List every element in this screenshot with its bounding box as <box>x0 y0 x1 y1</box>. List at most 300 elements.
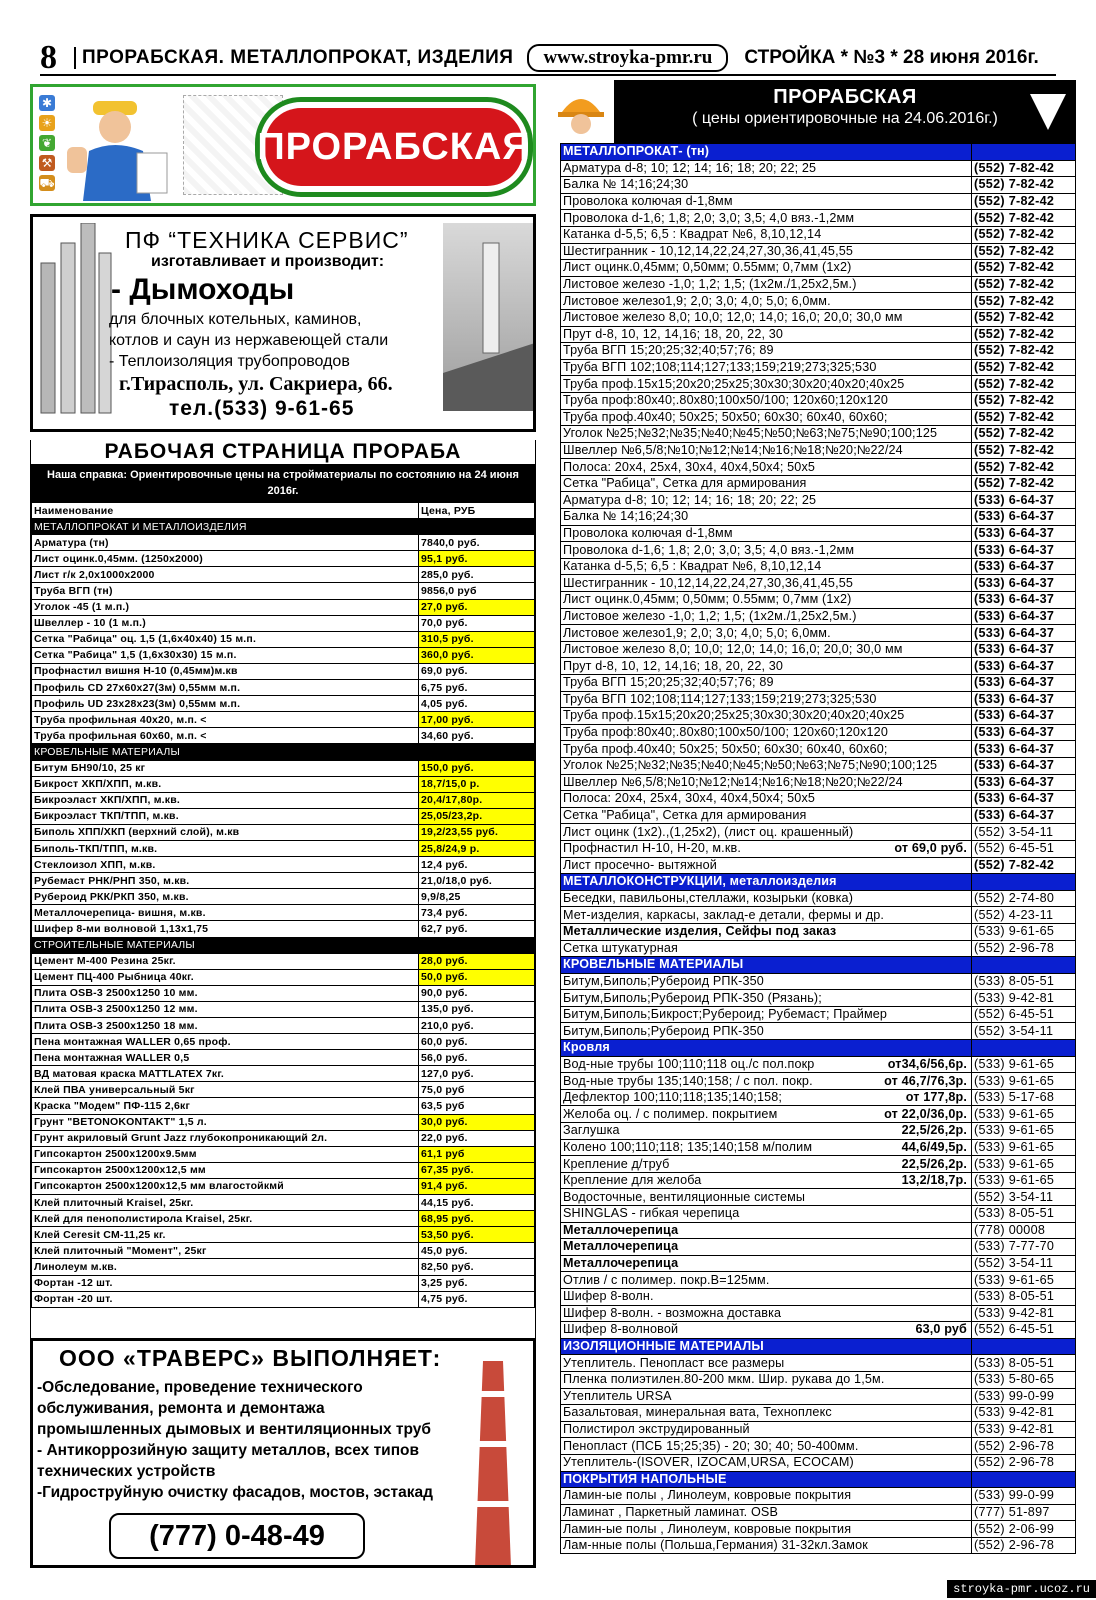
table-row <box>32 921 535 937</box>
listing-name <box>561 807 972 824</box>
item-name: Биполь ХПП/ХКП (верхний слой), м.кв <box>32 824 419 840</box>
listing-phone[interactable]: (552) 7-82-42 <box>972 857 1076 874</box>
work-page-panel <box>30 440 536 1338</box>
listing-phone[interactable]: (533) 9-42-81 <box>972 1421 1076 1438</box>
listing-text: Балка № 14;16;24;30 <box>563 509 689 524</box>
listing-row <box>561 824 1076 841</box>
listing-name <box>561 1537 972 1554</box>
listing-phone[interactable]: (552) 7-82-42 <box>972 210 1076 227</box>
listing-phone[interactable]: (533) 6-64-37 <box>972 757 1076 774</box>
listing-text: Водосточные, вентиляционные системы <box>563 1189 806 1204</box>
listing-row <box>561 1206 1076 1223</box>
item-name: Грунт "BETONOKONTAKT" 1,5 л. <box>32 1114 419 1130</box>
listing-row <box>561 641 1076 658</box>
item-name: Пена монтажная WALLER 0,65 проф. <box>32 1034 419 1050</box>
listing-phone[interactable]: (552) 7-82-42 <box>972 392 1076 409</box>
cart-icon: ⛟ <box>39 176 55 190</box>
table-row <box>32 1211 535 1227</box>
listing-phone[interactable]: (533) 6-64-37 <box>972 542 1076 559</box>
category-label: СТРОИТЕЛЬНЫЕ МАТЕРИАЛЫ <box>32 937 535 953</box>
listing-phone[interactable]: (552) 2-96-78 <box>972 940 1076 957</box>
listing-price: 22,5/26,2р. <box>901 1156 967 1171</box>
listing-phone[interactable]: (533) 6-64-37 <box>972 807 1076 824</box>
listing-phone[interactable]: (533) 9-61-65 <box>972 1172 1076 1189</box>
listing-name <box>561 675 972 692</box>
listing-name <box>561 857 972 874</box>
listing-row <box>561 1405 1076 1422</box>
listing-text: Пенопласт (ПСБ 15;25;35) - 20; 30; 40; 50-400мм. <box>563 1438 859 1453</box>
listing-price: 13,2/18,7р. <box>901 1173 967 1188</box>
item-price: 9856,0 руб <box>419 583 535 599</box>
listing-text: Труба ВГП 102;108;114;127;133;159;219;273;325;530 <box>563 691 877 706</box>
listing-text: Лист просечно- вытяжной <box>563 857 717 872</box>
listing-text: Лист оцинк.0,45мм; 0,50мм; 0.55мм; 0,7мм (1х2) <box>563 260 852 275</box>
listing-row <box>561 1488 1076 1505</box>
listing-name <box>561 625 972 642</box>
listing-row <box>561 658 1076 675</box>
listing-name <box>561 1272 972 1289</box>
item-name: Арматура (тн) <box>32 535 419 551</box>
listing-name <box>561 1421 972 1438</box>
listing-phone[interactable]: (552) 3-54-11 <box>972 1255 1076 1272</box>
listing-text: Битум,Биполь;Рубероид РПК-350 <box>563 973 764 988</box>
listing-text: Арматура d-8; 10; 12; 14; 16; 18; 20; 22; 25 <box>563 492 817 507</box>
listing-phone[interactable]: (533) 8-05-51 <box>972 1355 1076 1372</box>
listing-name <box>561 1006 972 1023</box>
listing-name <box>561 1405 972 1422</box>
listing-text: Пленка полиэтилен.80-200 мкм. Шир. рукава до 1,5м. <box>563 1372 885 1387</box>
category-row <box>32 744 535 760</box>
listing-phone[interactable]: (552) 4-23-11 <box>972 907 1076 924</box>
listing-phone[interactable]: (533) 9-61-65 <box>972 1073 1076 1090</box>
listing-phone[interactable]: (533) 6-64-37 <box>972 608 1076 625</box>
prorabskaya-banner <box>30 84 536 206</box>
item-name: Стеклоизол ХПП, м.кв. <box>32 857 419 873</box>
listing-phone[interactable]: (552) 7-82-42 <box>972 475 1076 492</box>
listing-phone[interactable]: (533) 6-64-37 <box>972 691 1076 708</box>
listing-text: Утеплитель. Пенопласт все размеры <box>563 1355 785 1370</box>
listing-name <box>561 558 972 575</box>
table-row <box>32 1275 535 1291</box>
listing-name <box>561 1255 972 1272</box>
item-price: 50,0 руб. <box>419 969 535 985</box>
table-row <box>32 1018 535 1034</box>
item-name: Клей ПВА универсальный 5кг <box>32 1082 419 1098</box>
listing-text: Проволока колючая d-1,8мм <box>563 525 733 540</box>
listing-phone[interactable]: (533) 6-64-37 <box>972 558 1076 575</box>
table-row <box>32 1130 535 1146</box>
listing-phone[interactable]: (533) 6-64-37 <box>972 658 1076 675</box>
listing-name <box>561 824 972 841</box>
item-price: 4,75 руб. <box>419 1291 535 1307</box>
listing-phone[interactable]: (533) 6-64-37 <box>972 592 1076 609</box>
listing-row <box>561 940 1076 957</box>
item-price: 135,0 руб. <box>419 1001 535 1017</box>
footer-url[interactable]: stroyka-pmr.ucoz.ru <box>947 1580 1096 1598</box>
item-price: 21,0/18,0 руб. <box>419 873 535 889</box>
listing-phone[interactable]: (533) 8-05-51 <box>972 1288 1076 1305</box>
builder-helmet-icon <box>556 86 606 138</box>
item-name: Рубемаст РНК/РНП 350, м.кв. <box>32 873 419 889</box>
listing-name <box>561 210 972 227</box>
item-name: Сетка "Рабица" 1,5 (1,6х30х30) 15 м.п. <box>32 647 419 663</box>
listing-text: Битум,Биполь;Бикрост;Рубероид; Рубемаст; Праймер <box>563 1007 888 1022</box>
item-name: Профнастил вишня Н-10 (0,45мм)м.кв <box>32 663 419 679</box>
listing-phone[interactable]: (533) 9-61-65 <box>972 1056 1076 1073</box>
item-name: Клей плиточный "Момент", 25кг <box>32 1243 419 1259</box>
listing-phone[interactable]: (552) 3-54-11 <box>972 1189 1076 1206</box>
page-header <box>40 39 1056 76</box>
listing-text: Металлочерепица <box>563 1239 679 1254</box>
listing-phone[interactable]: (533) 9-42-81 <box>972 1305 1076 1322</box>
listing-name <box>561 1504 972 1521</box>
right-header <box>556 80 1076 143</box>
listing-phone[interactable]: (552) 7-82-42 <box>972 343 1076 360</box>
listing-phone[interactable]: (552) 6-45-51 <box>972 1322 1076 1339</box>
item-name: Клей для пенополистирола Kraisel, 25кг. <box>32 1211 419 1227</box>
listing-phone[interactable]: (533) 9-42-81 <box>972 1405 1076 1422</box>
listing-phone[interactable]: (552) 7-82-42 <box>972 409 1076 426</box>
listing-row <box>561 1172 1076 1189</box>
listing-text: Металлочерепица <box>563 1256 679 1271</box>
listing-phone[interactable]: (533) 6-64-37 <box>972 575 1076 592</box>
listing-name <box>561 1156 972 1173</box>
listing-text: Лам-нные полы (Польша,Германия) 31-32кл.Замок <box>563 1538 868 1553</box>
table-row <box>32 776 535 792</box>
listing-row <box>561 226 1076 243</box>
listing-name <box>561 1355 972 1372</box>
service-line: -Обследование, проведение технического обслуживания, ремонта и демонтажа промышленных дымовых и вентиляционных труб <box>37 1379 431 1438</box>
item-price: 4,05 руб. <box>419 696 535 712</box>
price-table <box>31 502 535 1308</box>
listing-phone[interactable]: (552) 2-74-80 <box>972 890 1076 907</box>
listing-phone[interactable]: (533) 6-64-37 <box>972 774 1076 791</box>
listing-price: 44,6/49,5р. <box>901 1139 967 1154</box>
listing-phone[interactable]: (533) 6-64-37 <box>972 724 1076 741</box>
section-title: ПРОРАБСКАЯ. МЕТАЛЛОПРОКАТ, ИЗДЕЛИЯ <box>74 47 513 69</box>
table-row <box>32 1195 535 1211</box>
company-address: г.Тирасполь, ул. Сакриера, 66. <box>119 373 393 395</box>
listing-row <box>561 708 1076 725</box>
listing-phone[interactable]: (552) 7-82-42 <box>972 309 1076 326</box>
table-row <box>32 567 535 583</box>
table-row <box>32 1162 535 1178</box>
listing-phone[interactable]: (533) 8-05-51 <box>972 1206 1076 1223</box>
listing-text: Балка № 14;16;24;30 <box>563 177 689 192</box>
listing-phone[interactable]: (533) 6-64-37 <box>972 791 1076 808</box>
table-row <box>32 1291 535 1307</box>
table-row <box>32 712 535 728</box>
listing-phone[interactable]: (533) 9-42-81 <box>972 990 1076 1007</box>
listing-name <box>561 525 972 542</box>
listing-row <box>561 1156 1076 1173</box>
listing-name <box>561 1438 972 1455</box>
listing-name <box>561 592 972 609</box>
listing-text: Труба ВГП 102;108;114;127;133;159;219;273;325;530 <box>563 360 877 375</box>
table-row <box>32 1259 535 1275</box>
listing-phone[interactable]: (533) 9-61-65 <box>972 1139 1076 1156</box>
item-price: 45,0 руб. <box>419 1243 535 1259</box>
listing-phone[interactable]: (552) 7-82-42 <box>972 442 1076 459</box>
item-price: 28,0 руб. <box>419 953 535 969</box>
listing-row <box>561 1189 1076 1206</box>
listing-text: Утеплитель URSA <box>563 1388 672 1403</box>
listing-text: Шестигранник - 10,12,14,22,24,27,30,36,41,45,55 <box>563 575 854 590</box>
item-price: 27,0 руб. <box>419 599 535 615</box>
item-name: Битум БН90/10, 25 кг <box>32 760 419 776</box>
table-row <box>32 599 535 615</box>
listing-row <box>561 1139 1076 1156</box>
item-price: 34,60 руб. <box>419 728 535 744</box>
page-number: 8 <box>40 39 57 76</box>
listing-name <box>561 276 972 293</box>
listing-row <box>561 1056 1076 1073</box>
table-row <box>32 985 535 1001</box>
item-name: Шифер 8-ми волновой 1,13х1,75 <box>32 921 419 937</box>
listing-phone[interactable]: (552) 6-45-51 <box>972 840 1076 857</box>
table-row <box>32 857 535 873</box>
travers-phone[interactable]: (777) 0-48-49 <box>109 1513 365 1559</box>
table-row <box>32 535 535 551</box>
listing-row <box>561 1106 1076 1123</box>
listing-row <box>561 1504 1076 1521</box>
listing-text: Листовое железо -1,0; 1,2; 1,5; (1х2м./1,25х2,5м.) <box>563 277 857 292</box>
listing-phone[interactable]: (552) 2-96-78 <box>972 1438 1076 1455</box>
listing-phone[interactable]: (552) 2-96-78 <box>972 1454 1076 1471</box>
table-row <box>32 1114 535 1130</box>
listing-phone[interactable]: (552) 7-82-42 <box>972 160 1076 177</box>
listing-name <box>561 492 972 509</box>
listing-phone[interactable]: (778) 00008 <box>972 1222 1076 1239</box>
listing-phone[interactable]: (552) 7-82-42 <box>972 459 1076 476</box>
listing-name <box>561 890 972 907</box>
listing-text: Проволока колючая d-1,8мм <box>563 194 733 209</box>
listing-phone[interactable]: (533) 6-64-37 <box>972 625 1076 642</box>
listing-text: Труба проф:80х40;.80х80;100х50/100; 120х60;120х120 <box>563 393 888 408</box>
listing-text: Сетка штукатурная <box>563 940 678 955</box>
item-price: 360,0 руб. <box>419 647 535 663</box>
listing-name <box>561 791 972 808</box>
listing-text: Катанка d-5,5; 6,5 : Квадрат №6, 8,10,12,14 <box>563 559 822 574</box>
listing-phone[interactable]: (533) 6-64-37 <box>972 525 1076 542</box>
listing-text: Шифер 8-волн. - возможна доставка <box>563 1305 782 1320</box>
listing-phone[interactable]: (533) 9-61-65 <box>972 923 1076 940</box>
service-line: - Антикоррозийную защиту металлов, всех типов технических устройств <box>37 1442 420 1480</box>
listing-phone[interactable]: (533) 99-0-99 <box>972 1488 1076 1505</box>
listing-text: Базальтовая, минеральная вата, Техноплекс <box>563 1405 832 1420</box>
table-row <box>32 953 535 969</box>
listing-phone[interactable]: (552) 3-54-11 <box>972 824 1076 841</box>
listing-row <box>561 1371 1076 1388</box>
listing-text: Листовое железо 8,0; 10,0; 12,0; 14,0; 16,0; 20,0; 30,0 мм <box>563 310 903 325</box>
listing-text: Заглушка <box>563 1123 620 1138</box>
item-name: Профиль CD 27х60х27(3м) 0,55мм м.п. <box>32 680 419 696</box>
item-name: Плита OSB-3 2500х1250 18 мм. <box>32 1018 419 1034</box>
listing-phone[interactable]: (533) 6-64-37 <box>972 675 1076 692</box>
listing-phone[interactable]: (533) 6-64-37 <box>972 492 1076 509</box>
listing-phone[interactable]: (533) 5-17-68 <box>972 1089 1076 1106</box>
listing-name <box>561 1206 972 1223</box>
listing-phone[interactable]: (533) 6-64-37 <box>972 509 1076 526</box>
tehnika-servis-ad <box>30 214 536 432</box>
listing-row <box>561 840 1076 857</box>
listing-phone[interactable]: (552) 7-82-42 <box>972 260 1076 277</box>
table-row <box>32 760 535 776</box>
travers-services <box>37 1377 447 1503</box>
desc-line: котлов и саун из нержавеющей стали <box>109 332 389 349</box>
listing-phone[interactable]: (552) 7-82-42 <box>972 193 1076 210</box>
listing-row <box>561 177 1076 194</box>
item-name: Труба профильная 40х20, м.п. < <box>32 712 419 728</box>
listing-text: Лист оцинк.0,45мм; 0,50мм; 0.55мм; 0,7мм (1х2) <box>563 592 852 607</box>
listing-phone[interactable]: (533) 9-61-65 <box>972 1272 1076 1289</box>
item-price: 91,4 руб. <box>419 1178 535 1194</box>
item-name: Бикроэласт ХКП/ХПП, м.кв. <box>32 792 419 808</box>
item-price: 56,0 руб. <box>419 1050 535 1066</box>
listing-name <box>561 575 972 592</box>
listing-name <box>561 708 972 725</box>
listing-phone[interactable]: (533) 6-64-37 <box>972 641 1076 658</box>
listing-phone[interactable]: (533) 9-61-65 <box>972 1106 1076 1123</box>
item-price: 127,0 руб. <box>419 1066 535 1082</box>
item-price: 6,75 руб. <box>419 680 535 696</box>
item-price: 150,0 руб. <box>419 760 535 776</box>
listing-row <box>561 542 1076 559</box>
listing-text: Профнастил Н-10, Н-20, м.кв. <box>563 841 741 856</box>
item-name: Линолеум м.кв. <box>32 1259 419 1275</box>
down-arrow-icon <box>1030 94 1066 130</box>
item-name: Уголок -45 (1 м.п.) <box>32 599 419 615</box>
listing-text: Труба проф.40х40; 50х25; 50х50; 60х30; 60х40, 60х60; <box>563 409 888 424</box>
listing-phone[interactable]: (777) 51-897 <box>972 1504 1076 1521</box>
item-name: Биполь-ТКП/ТПП, м.кв. <box>32 840 419 856</box>
listing-text: Полоса: 20х4, 25х4, 30х4, 40х4,50х4; 50х5 <box>563 459 816 474</box>
listing-phone[interactable]: (552) 7-82-42 <box>972 276 1076 293</box>
company-makes: изготавливает и производит: <box>151 253 385 270</box>
item-name: Металлочерепица- вишня, м.кв. <box>32 905 419 921</box>
listing-name <box>561 724 972 741</box>
listing-text: Труба проф:80х40;.80х80;100х50/100; 120х60;120х120 <box>563 725 888 740</box>
item-name: Цемент М-400 Резина 25кг. <box>32 953 419 969</box>
listing-text: Швеллер №6,5/8;№10;№12;№14;№16;№18;№20;№22/24 <box>563 442 903 457</box>
listing-text: Лист оцинк (1х2).,(1,25х2), (лист оц. крашенный) <box>563 824 854 839</box>
listing-phone[interactable]: (533) 9-61-65 <box>972 1123 1076 1140</box>
listing-name <box>561 309 972 326</box>
table-row <box>32 583 535 599</box>
listing-phone[interactable]: (552) 7-82-42 <box>972 326 1076 343</box>
listing-phone[interactable]: (533) 9-61-65 <box>972 1156 1076 1173</box>
listing-text: Беседки, павильоны,стеллажи, козырьки (ковка) <box>563 891 854 906</box>
listing-name <box>561 1454 972 1471</box>
listing-name <box>561 1371 972 1388</box>
listing-phone[interactable]: (552) 7-82-42 <box>972 426 1076 443</box>
listing-name <box>561 376 972 393</box>
listing-phone[interactable]: (552) 3-54-11 <box>972 1023 1076 1040</box>
table-row <box>32 647 535 663</box>
item-price: 73,4 руб. <box>419 905 535 921</box>
listing-name <box>561 1172 972 1189</box>
listing-text: Ламинат , Паркетный ламинат. OSB <box>563 1504 779 1519</box>
listing-phone[interactable]: (552) 7-82-42 <box>972 226 1076 243</box>
listing-row <box>561 326 1076 343</box>
item-price: Цена, РУБ <box>419 503 535 519</box>
listing-text: Труба ВГП 15;20;25;32;40;57;76; 89 <box>563 343 774 358</box>
right-title: ПРОРАБСКАЯ <box>773 86 917 108</box>
issue-info: СТРОЙКА * №3 * 28 июня 2016г. <box>744 47 1039 68</box>
listing-name <box>561 691 972 708</box>
listing-phone[interactable]: (552) 7-82-42 <box>972 376 1076 393</box>
listing-text: Мет-изделия, каркасы, заклад-е детали, фермы и др. <box>563 907 885 922</box>
listing-text: Швеллер №6,5/8;№10;№12;№14;№16;№18;№20;№22/24 <box>563 774 903 789</box>
item-name: Цемент ПЦ-400 Рыбница 40кг. <box>32 969 419 985</box>
listing-row <box>561 1006 1076 1023</box>
right-subtitle: ( цены ориентировочные на 24.06.2016г.) <box>692 110 998 127</box>
listing-phone[interactable]: (552) 7-82-42 <box>972 243 1076 260</box>
category-row <box>561 874 1076 891</box>
listing-phone[interactable]: (533) 5-80-65 <box>972 1371 1076 1388</box>
listing-row <box>561 293 1076 310</box>
listing-row <box>561 442 1076 459</box>
table-row <box>32 1098 535 1114</box>
item-price: 62,7 руб. <box>419 921 535 937</box>
listing-phone[interactable]: (533) 99-0-99 <box>972 1388 1076 1405</box>
item-price: 25,05/23,2р. <box>419 808 535 824</box>
listing-phone[interactable]: (533) 7-77-70 <box>972 1239 1076 1256</box>
listing-phone[interactable]: (552) 7-82-42 <box>972 359 1076 376</box>
listing-price: 63,0 руб <box>915 1322 967 1337</box>
listing-phone[interactable]: (533) 6-64-37 <box>972 708 1076 725</box>
item-price: 90,0 руб. <box>419 985 535 1001</box>
listing-phone[interactable]: (552) 7-82-42 <box>972 177 1076 194</box>
banner-icons <box>39 95 59 191</box>
item-price: 95,1 руб. <box>419 551 535 567</box>
item-name: Лист г/к 2,0х1000х2000 <box>32 567 419 583</box>
item-price: 12,4 руб. <box>419 857 535 873</box>
category-row <box>32 937 535 953</box>
listing-row <box>561 193 1076 210</box>
item-price: 53,50 руб. <box>419 1227 535 1243</box>
listing-row <box>561 973 1076 990</box>
item-name: Гипсокартон 2500х1200х9.5мм <box>32 1146 419 1162</box>
item-name: Гипсокартон 2500х1200х12,5 мм <box>32 1162 419 1178</box>
listing-name <box>561 1388 972 1405</box>
listing-phone[interactable]: (533) 6-64-37 <box>972 741 1076 758</box>
listing-text: Листовое железо1,9; 2,0; 3,0; 4,0; 5,0; 6,0мм. <box>563 293 831 308</box>
listing-text: Вод-ные трубы 135;140;158; / с пол. покр. <box>563 1073 813 1088</box>
listing-name <box>561 757 972 774</box>
listing-phone[interactable]: (552) 7-82-42 <box>972 293 1076 310</box>
snowflake-icon: ✱ <box>39 95 55 111</box>
item-price: 285,0 руб. <box>419 567 535 583</box>
listing-name <box>561 741 972 758</box>
listing-phone[interactable]: (552) 6-45-51 <box>972 1006 1076 1023</box>
listing-name <box>561 608 972 625</box>
listing-name <box>561 1222 972 1239</box>
listing-phone[interactable]: (552) 2-96-78 <box>972 1537 1076 1554</box>
listing-row <box>561 1438 1076 1455</box>
item-price: 18,7/15,0 р. <box>419 776 535 792</box>
site-url[interactable]: www.stroyka-pmr.ru <box>527 44 728 72</box>
listing-phone[interactable]: (533) 8-05-51 <box>972 973 1076 990</box>
listing-text: Желоба оц. / с полимер. покрытием <box>563 1106 778 1121</box>
listing-row <box>561 1454 1076 1471</box>
listing-row <box>561 409 1076 426</box>
listing-name <box>561 1322 972 1339</box>
listing-phone[interactable]: (552) 2-06-99 <box>972 1521 1076 1538</box>
listing-row <box>561 1355 1076 1372</box>
listing-name <box>561 1056 972 1073</box>
item-price: 3,25 руб. <box>419 1275 535 1291</box>
